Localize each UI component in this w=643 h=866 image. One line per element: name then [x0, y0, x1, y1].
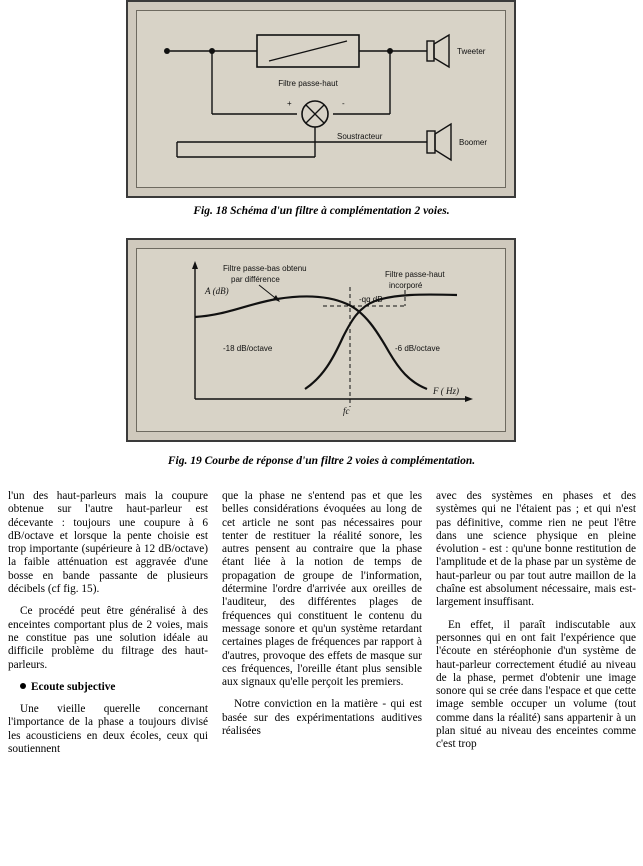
lowpass-note-line2: par différence: [231, 275, 280, 284]
figure-19: [126, 238, 516, 442]
text-column-1: [8, 490, 208, 862]
subheading-ecoute-subjective: [8, 681, 208, 694]
highpass-note-line1: Filtre passe-haut: [385, 270, 445, 279]
cutoff-label: fc: [343, 406, 350, 416]
boomer-symbol: [427, 124, 451, 160]
figure-19-chart: [137, 249, 505, 431]
y-axis-label: A (dB): [205, 286, 229, 296]
tweeter-symbol: [427, 35, 449, 67]
paragraph: Ce procédé peut être généralisé à des enceintes comportant plus de 2 voies, mais ne constitue pas une solution idéale au difficile problème du filtrage des haut-parleurs.: [8, 605, 208, 671]
tweeter-label: Tweeter: [457, 47, 486, 56]
paragraph: Une vieille querelle concernant l'importance de la phase a toujours divisé les acousticiens en deux écoles, ceux qui soutiennent: [8, 703, 208, 756]
paragraph: Notre conviction en la matière - qui est basée sur des expérimentations auditives réalisées: [222, 698, 422, 738]
slope-left-label: -18 dB/octave: [223, 344, 273, 353]
figure-18-inner: [136, 10, 506, 188]
minus-sign-label: -: [342, 99, 345, 108]
lowpass-curve: [195, 296, 427, 389]
figure-18-schematic: [137, 11, 505, 187]
level-marker-label: -qq dB: [359, 295, 383, 304]
highpass-curve: [305, 295, 457, 389]
plus-sign-label: +: [287, 99, 292, 108]
highpass-note-line2: incorporé: [389, 281, 423, 290]
paragraph: que la phase ne s'entend pas et que les belles considérations évoquées au long de cet article ne sont pas nécessaires pour tenter de restituer la réalité sonore, les autres pensent au contraire que la phase étant liée à la notion de temps de propagation de groupe de l'information, détermine l'ordre d'arrivée aux oreilles de l'auditeur, des différentes plages de fréquences qui constituent le contenu du message sonore et qu'un système retardant certaines plages de fréquences par rapport à d'autres, provoque des effets de masque sur ces fréquences, l'oreille étant plus sensible aux signaux qu'elle perçoit les premiers.: [222, 490, 422, 689]
figure-18: [126, 0, 516, 198]
slope-right-label: -6 dB/octave: [395, 344, 440, 353]
x-axis-label: F ( Hz): [433, 386, 459, 396]
filter-block-label: Filtre passe-haut: [278, 79, 338, 88]
subtractor-label: Soustracteur: [337, 132, 383, 141]
paragraph: l'un des haut-parleurs mais la coupure obtenue sur l'autre haut-parleur est décevante : toujours une coupure à 6 dB/octave et lorsque la pente choisie est trop importante (supérieure à 12 dB/octave) la faible atténuation est aggravée d'une bosse en bande passante de plusieurs décibels (cf fig. 15).: [8, 490, 208, 596]
subheading-label: Ecoute subjective: [31, 680, 116, 693]
lowpass-note-line1: Filtre passe-bas obtenu: [223, 264, 307, 273]
body-columns: [8, 490, 638, 862]
figure-19-caption: Fig. 19 Courbe de réponse d'un filtre 2 voies à complémentation.: [167, 455, 476, 467]
input-branch-node: [209, 48, 215, 54]
boomer-label: Boomer: [459, 138, 488, 147]
text-column-2: [222, 490, 422, 862]
text-column-3: [436, 490, 636, 862]
figure-18-caption: Fig. 18 Schéma d'un filtre à complémentation 2 voies.: [193, 205, 450, 217]
paragraph: avec des systèmes en phases et des systèmes qui ne l'étaient pas ; et qui n'est pas définitive, comme rien ne peut l'être dans une science physique en pleine évolution - est : qu'une bonne restitution de l'amplitude et de la phase par un système de haut-parleur ou par tout autre maillon de la chaîne est absolument nécessaire, mais est-largement insuffisant.: [436, 490, 636, 609]
input-node: [164, 48, 170, 54]
figure-19-inner: [136, 248, 506, 432]
bullet-icon: [20, 683, 26, 689]
paragraph: En effet, il paraît indiscutable aux personnes qui en ont fait l'expérience que l'écoute en stéréophonie d'un système de haut-parleur correctement étudié au niveau de la phase, permet d'obtenir une image sonore qui se crée dans l'espace et que cette image semble occuper un volume (tout comme dans la réalité) sans appartenir à un plan situé au niveau des enceintes comme c'est trop: [436, 618, 636, 751]
